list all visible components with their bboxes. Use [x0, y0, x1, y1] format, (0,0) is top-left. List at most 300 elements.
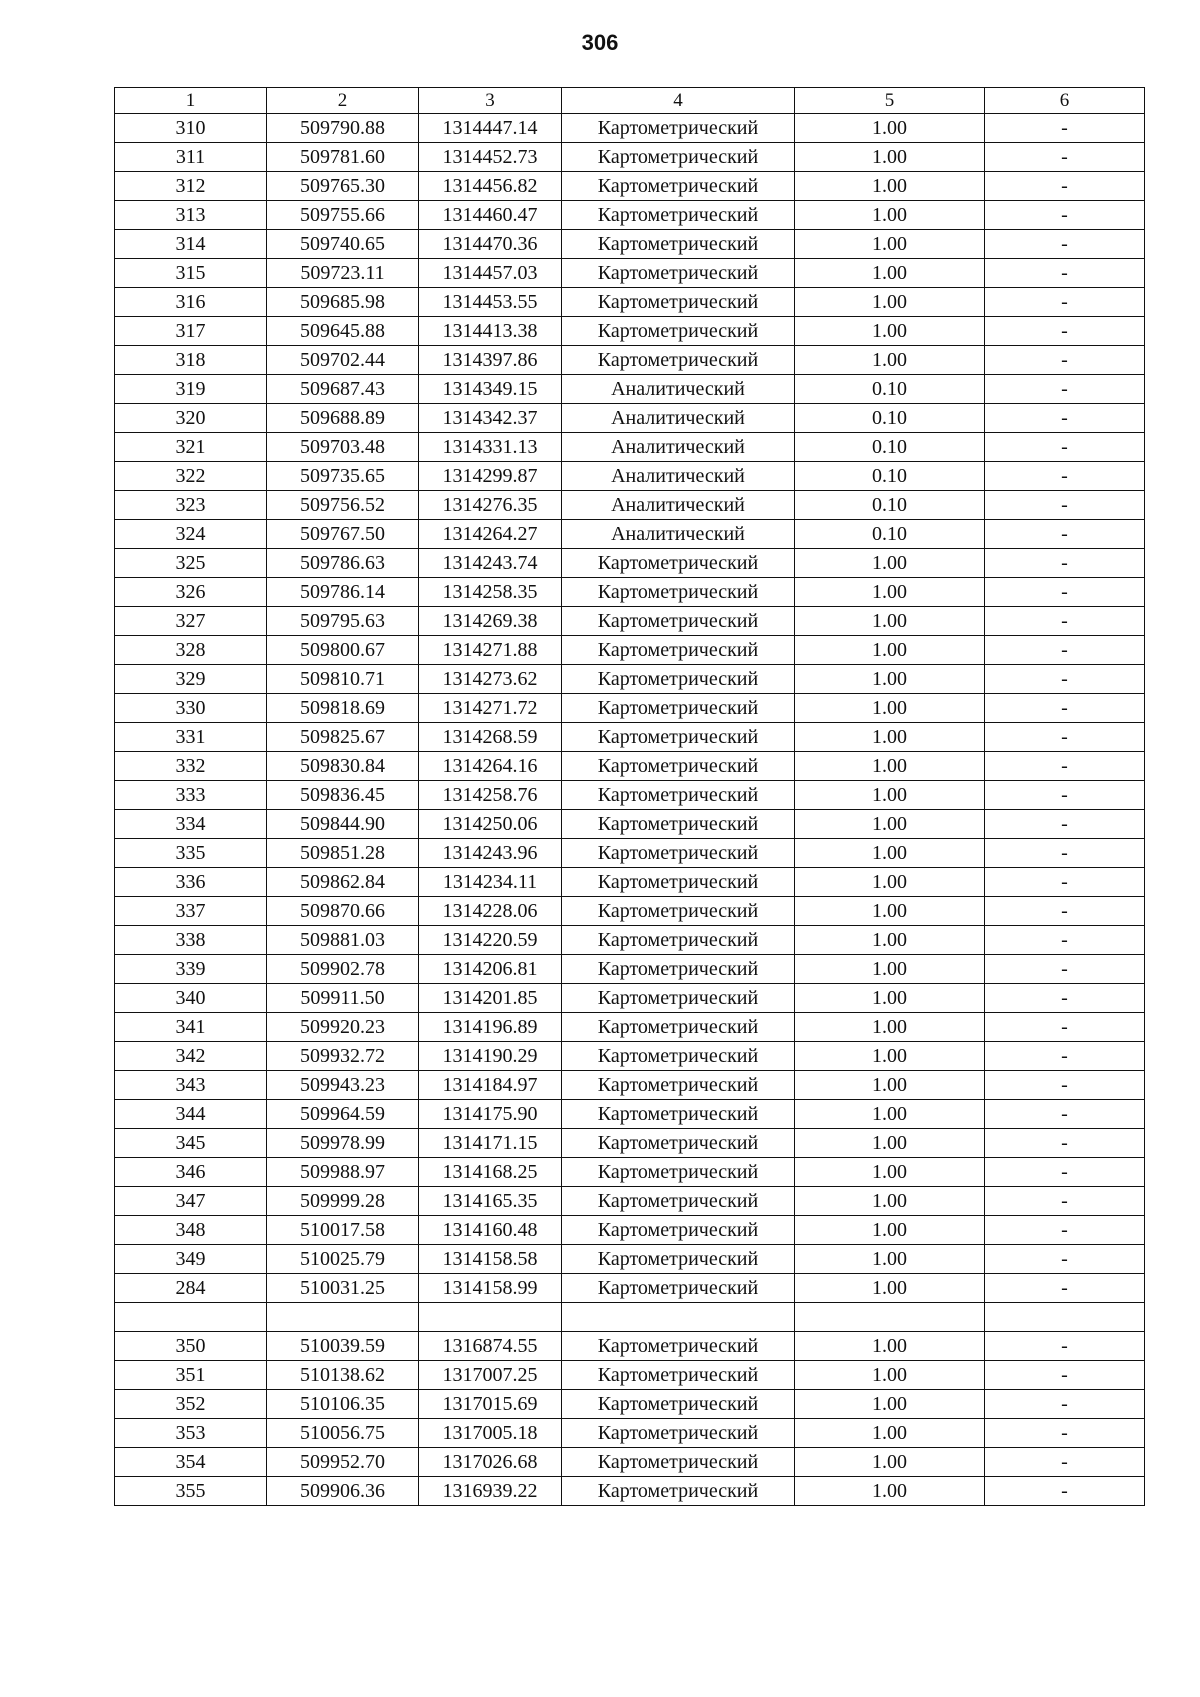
table-row [115, 375, 1145, 404]
table-row [115, 926, 1145, 955]
cell-coord-y: 1314457.03 [419, 259, 562, 288]
cell-note: - [985, 1245, 1145, 1274]
cell-coord-x: 509723.11 [267, 259, 419, 288]
table-row [115, 1390, 1145, 1419]
cell-coord-y: 1314258.76 [419, 781, 562, 810]
cell-note: - [985, 1361, 1145, 1390]
cell-accuracy: 1.00 [795, 839, 985, 868]
cell-note: - [985, 1332, 1145, 1361]
cell-coord-y: 1314201.85 [419, 984, 562, 1013]
cell-method [562, 1303, 795, 1332]
cell-coord-y: 1314264.27 [419, 520, 562, 549]
cell-method: Картометрический [562, 230, 795, 259]
table-row [115, 636, 1145, 665]
cell-accuracy: 1.00 [795, 114, 985, 143]
table-row [115, 1100, 1145, 1129]
cell-coord-x: 509851.28 [267, 839, 419, 868]
cell-coord-y: 1314413.38 [419, 317, 562, 346]
cell-method: Аналитический [562, 404, 795, 433]
cell-note: - [985, 1187, 1145, 1216]
cell-method: Картометрический [562, 1013, 795, 1042]
cell-note: - [985, 404, 1145, 433]
table-row [115, 1477, 1145, 1506]
cell-accuracy: 1.00 [795, 346, 985, 375]
cell-note: - [985, 1216, 1145, 1245]
cell-accuracy: 1.00 [795, 636, 985, 665]
cell-method: Картометрический [562, 1042, 795, 1071]
header-cell-1: 1 [115, 88, 267, 114]
cell-point-number: 349 [115, 1245, 267, 1274]
cell-note: - [985, 955, 1145, 984]
cell-coord-y: 1314299.87 [419, 462, 562, 491]
cell-accuracy: 1.00 [795, 259, 985, 288]
cell-coord-x: 509862.84 [267, 868, 419, 897]
cell-coord-x: 509943.23 [267, 1071, 419, 1100]
cell-point-number: 335 [115, 839, 267, 868]
table-row [115, 433, 1145, 462]
cell-note: - [985, 143, 1145, 172]
cell-note: - [985, 433, 1145, 462]
cell-coord-x: 509687.43 [267, 375, 419, 404]
cell-point-number: 328 [115, 636, 267, 665]
cell-coord-y: 1314158.58 [419, 1245, 562, 1274]
cell-method: Картометрический [562, 839, 795, 868]
header-row [115, 88, 1145, 114]
table-row [115, 694, 1145, 723]
cell-coord-x: 509830.84 [267, 752, 419, 781]
cell-accuracy: 1.00 [795, 1361, 985, 1390]
cell-point-number: 342 [115, 1042, 267, 1071]
cell-method: Картометрический [562, 607, 795, 636]
cell-method: Картометрический [562, 1419, 795, 1448]
cell-note: - [985, 520, 1145, 549]
cell-point-number: 312 [115, 172, 267, 201]
cell-accuracy: 1.00 [795, 781, 985, 810]
header-cell-4: 4 [562, 88, 795, 114]
cell-coord-x: 510039.59 [267, 1332, 419, 1361]
table-row [115, 317, 1145, 346]
cell-method: Картометрический [562, 143, 795, 172]
cell-coord-x: 510017.58 [267, 1216, 419, 1245]
cell-method: Картометрический [562, 259, 795, 288]
table-row [115, 1303, 1145, 1332]
cell-point-number: 327 [115, 607, 267, 636]
cell-method: Картометрический [562, 723, 795, 752]
cell-accuracy: 0.10 [795, 520, 985, 549]
cell-accuracy: 1.00 [795, 752, 985, 781]
cell-accuracy: 1.00 [795, 288, 985, 317]
cell-coord-x: 509988.97 [267, 1158, 419, 1187]
cell-accuracy: 1.00 [795, 1216, 985, 1245]
cell-point-number: 344 [115, 1100, 267, 1129]
cell-accuracy: 1.00 [795, 897, 985, 926]
cell-point-number: 284 [115, 1274, 267, 1303]
cell-note: - [985, 346, 1145, 375]
cell-note: - [985, 723, 1145, 752]
cell-point-number: 317 [115, 317, 267, 346]
cell-coord-y: 1314158.99 [419, 1274, 562, 1303]
cell-method: Картометрический [562, 955, 795, 984]
cell-method: Аналитический [562, 433, 795, 462]
cell-point-number: 321 [115, 433, 267, 462]
cell-point-number: 319 [115, 375, 267, 404]
cell-coord-x: 509932.72 [267, 1042, 419, 1071]
cell-accuracy: 0.10 [795, 433, 985, 462]
cell-note [985, 1303, 1145, 1332]
cell-coord-y: 1314196.89 [419, 1013, 562, 1042]
cell-coord-y: 1314269.38 [419, 607, 562, 636]
cell-coord-x: 509767.50 [267, 520, 419, 549]
cell-coord-x: 509765.30 [267, 172, 419, 201]
table-row [115, 1332, 1145, 1361]
cell-note: - [985, 259, 1145, 288]
cell-coord-y: 1314168.25 [419, 1158, 562, 1187]
cell-point-number: 345 [115, 1129, 267, 1158]
cell-accuracy: 1.00 [795, 1245, 985, 1274]
cell-method: Картометрический [562, 1158, 795, 1187]
table-row [115, 520, 1145, 549]
cell-coord-x: 509786.63 [267, 549, 419, 578]
table-body [115, 114, 1145, 1506]
cell-coord-x: 509755.66 [267, 201, 419, 230]
cell-coord-y: 1314271.72 [419, 694, 562, 723]
cell-note: - [985, 114, 1145, 143]
cell-note: - [985, 1129, 1145, 1158]
cell-coord-y: 1314243.96 [419, 839, 562, 868]
cell-accuracy: 1.00 [795, 1477, 985, 1506]
cell-accuracy: 1.00 [795, 1013, 985, 1042]
cell-accuracy: 0.10 [795, 462, 985, 491]
cell-note: - [985, 288, 1145, 317]
table-row [115, 1361, 1145, 1390]
cell-coord-y: 1314220.59 [419, 926, 562, 955]
cell-coord-x: 509800.67 [267, 636, 419, 665]
cell-accuracy: 1.00 [795, 1071, 985, 1100]
cell-accuracy: 1.00 [795, 810, 985, 839]
cell-coord-y: 1314273.62 [419, 665, 562, 694]
table-row [115, 114, 1145, 143]
header-cell-3: 3 [419, 88, 562, 114]
cell-accuracy: 0.10 [795, 375, 985, 404]
cell-point-number: 318 [115, 346, 267, 375]
table-row [115, 665, 1145, 694]
cell-coord-x: 509920.23 [267, 1013, 419, 1042]
cell-accuracy: 1.00 [795, 578, 985, 607]
cell-accuracy: 1.00 [795, 201, 985, 230]
cell-coord-y: 1314264.16 [419, 752, 562, 781]
cell-note: - [985, 1100, 1145, 1129]
cell-coord-y: 1314228.06 [419, 897, 562, 926]
cell-method: Картометрический [562, 1100, 795, 1129]
cell-note: - [985, 230, 1145, 259]
cell-point-number: 314 [115, 230, 267, 259]
cell-point-number: 336 [115, 868, 267, 897]
cell-method: Картометрический [562, 172, 795, 201]
cell-coord-x: 510025.79 [267, 1245, 419, 1274]
cell-accuracy: 0.10 [795, 491, 985, 520]
cell-point-number: 348 [115, 1216, 267, 1245]
cell-note: - [985, 926, 1145, 955]
cell-note: - [985, 752, 1145, 781]
cell-coord-x: 509685.98 [267, 288, 419, 317]
cell-method: Аналитический [562, 462, 795, 491]
table-row [115, 578, 1145, 607]
coordinates-table [114, 87, 1145, 1506]
cell-point-number: 334 [115, 810, 267, 839]
cell-coord-y: 1314268.59 [419, 723, 562, 752]
cell-coord-y: 1314452.73 [419, 143, 562, 172]
cell-coord-x: 510056.75 [267, 1419, 419, 1448]
cell-point-number: 341 [115, 1013, 267, 1042]
cell-coord-x: 509795.63 [267, 607, 419, 636]
table-row [115, 868, 1145, 897]
cell-note: - [985, 1477, 1145, 1506]
table-row [115, 230, 1145, 259]
cell-coord-y: 1317026.68 [419, 1448, 562, 1477]
cell-coord-y: 1314250.06 [419, 810, 562, 839]
cell-point-number: 347 [115, 1187, 267, 1216]
cell-accuracy: 1.00 [795, 172, 985, 201]
cell-coord-x: 509902.78 [267, 955, 419, 984]
cell-point-number: 331 [115, 723, 267, 752]
cell-accuracy: 1.00 [795, 549, 985, 578]
cell-coord-x: 509870.66 [267, 897, 419, 926]
cell-coord-x: 509836.45 [267, 781, 419, 810]
cell-accuracy: 1.00 [795, 723, 985, 752]
cell-note: - [985, 1013, 1145, 1042]
cell-coord-x: 509844.90 [267, 810, 419, 839]
cell-note: - [985, 839, 1145, 868]
table-row [115, 1187, 1145, 1216]
cell-note: - [985, 201, 1145, 230]
cell-method: Картометрический [562, 665, 795, 694]
cell-coord-y: 1314470.36 [419, 230, 562, 259]
cell-note: - [985, 984, 1145, 1013]
cell-point-number: 350 [115, 1332, 267, 1361]
cell-method: Картометрический [562, 926, 795, 955]
cell-point-number: 323 [115, 491, 267, 520]
cell-note: - [985, 491, 1145, 520]
table-row [115, 839, 1145, 868]
cell-method: Картометрический [562, 1245, 795, 1274]
cell-coord-x: 509911.50 [267, 984, 419, 1013]
table-row [115, 897, 1145, 926]
table-header [115, 88, 1145, 114]
cell-accuracy [795, 1303, 985, 1332]
table-row [115, 1071, 1145, 1100]
cell-coord-y: 1314258.35 [419, 578, 562, 607]
cell-note: - [985, 810, 1145, 839]
cell-coord-x: 509881.03 [267, 926, 419, 955]
cell-coord-x: 509906.36 [267, 1477, 419, 1506]
cell-point-number: 340 [115, 984, 267, 1013]
cell-method: Картометрический [562, 636, 795, 665]
cell-coord-x: 509703.48 [267, 433, 419, 462]
cell-method: Картометрический [562, 549, 795, 578]
cell-accuracy: 1.00 [795, 1390, 985, 1419]
table-row [115, 172, 1145, 201]
cell-method: Картометрический [562, 1274, 795, 1303]
cell-method: Картометрический [562, 897, 795, 926]
cell-point-number: 325 [115, 549, 267, 578]
cell-note: - [985, 781, 1145, 810]
cell-coord-x: 509978.99 [267, 1129, 419, 1158]
table-row [115, 346, 1145, 375]
cell-note: - [985, 665, 1145, 694]
cell-note: - [985, 1419, 1145, 1448]
cell-accuracy: 0.10 [795, 404, 985, 433]
cell-coord-x: 509790.88 [267, 114, 419, 143]
cell-note: - [985, 897, 1145, 926]
cell-coord-y: 1314175.90 [419, 1100, 562, 1129]
cell-point-number: 346 [115, 1158, 267, 1187]
cell-note: - [985, 462, 1145, 491]
cell-method: Картометрический [562, 1129, 795, 1158]
cell-method: Аналитический [562, 520, 795, 549]
table-row [115, 1245, 1145, 1274]
header-cell-6: 6 [985, 88, 1145, 114]
cell-coord-y: 1314165.35 [419, 1187, 562, 1216]
cell-note: - [985, 1274, 1145, 1303]
cell-point-number: 333 [115, 781, 267, 810]
table-row [115, 1013, 1145, 1042]
cell-coord-y: 1314453.55 [419, 288, 562, 317]
cell-coord-y: 1317005.18 [419, 1419, 562, 1448]
cell-note: - [985, 607, 1145, 636]
cell-coord-x: 510138.62 [267, 1361, 419, 1390]
cell-accuracy: 1.00 [795, 1187, 985, 1216]
cell-coord-y: 1314342.37 [419, 404, 562, 433]
table-row [115, 288, 1145, 317]
cell-coord-x: 509702.44 [267, 346, 419, 375]
cell-coord-x: 509740.65 [267, 230, 419, 259]
cell-method: Картометрический [562, 1477, 795, 1506]
cell-coord-x: 509688.89 [267, 404, 419, 433]
cell-note: - [985, 549, 1145, 578]
table-row [115, 1216, 1145, 1245]
cell-accuracy: 1.00 [795, 1100, 985, 1129]
cell-coord-y: 1314234.11 [419, 868, 562, 897]
cell-coord-y: 1317007.25 [419, 1361, 562, 1390]
cell-method: Картометрический [562, 752, 795, 781]
cell-method: Картометрический [562, 781, 795, 810]
cell-accuracy: 1.00 [795, 1332, 985, 1361]
cell-method: Картометрический [562, 317, 795, 346]
cell-accuracy: 1.00 [795, 1448, 985, 1477]
cell-point-number: 310 [115, 114, 267, 143]
cell-coord-y [419, 1303, 562, 1332]
table-row [115, 462, 1145, 491]
cell-point-number: 355 [115, 1477, 267, 1506]
page-number: 306 [581, 30, 619, 55]
table-row [115, 984, 1145, 1013]
cell-method: Картометрический [562, 288, 795, 317]
cell-point-number: 324 [115, 520, 267, 549]
cell-coord-x: 509964.59 [267, 1100, 419, 1129]
table-row [115, 810, 1145, 839]
cell-coord-x: 509825.67 [267, 723, 419, 752]
cell-coord-x: 509735.65 [267, 462, 419, 491]
cell-coord-x: 510031.25 [267, 1274, 419, 1303]
cell-method: Картометрический [562, 868, 795, 897]
cell-coord-y: 1317015.69 [419, 1390, 562, 1419]
cell-coord-y: 1314171.15 [419, 1129, 562, 1158]
cell-point-number: 329 [115, 665, 267, 694]
table-row [115, 404, 1145, 433]
cell-point-number: 343 [115, 1071, 267, 1100]
table-row [115, 1158, 1145, 1187]
cell-coord-x: 509756.52 [267, 491, 419, 520]
cell-accuracy: 1.00 [795, 694, 985, 723]
table-row [115, 1274, 1145, 1303]
cell-accuracy: 1.00 [795, 926, 985, 955]
cell-point-number: 338 [115, 926, 267, 955]
cell-point-number: 311 [115, 143, 267, 172]
cell-coord-x: 509818.69 [267, 694, 419, 723]
cell-accuracy: 1.00 [795, 665, 985, 694]
cell-coord-x [267, 1303, 419, 1332]
cell-note: - [985, 636, 1145, 665]
cell-method: Картометрический [562, 1216, 795, 1245]
cell-coord-y: 1314276.35 [419, 491, 562, 520]
cell-point-number: 330 [115, 694, 267, 723]
table-row [115, 1448, 1145, 1477]
cell-point-number: 353 [115, 1419, 267, 1448]
cell-note: - [985, 694, 1145, 723]
cell-coord-y: 1314331.13 [419, 433, 562, 462]
cell-point-number [115, 1303, 267, 1332]
cell-coord-y: 1314184.97 [419, 1071, 562, 1100]
cell-coord-y: 1314447.14 [419, 114, 562, 143]
table-row [115, 1042, 1145, 1071]
header-cell-2: 2 [267, 88, 419, 114]
cell-method: Картометрический [562, 984, 795, 1013]
cell-method: Картометрический [562, 346, 795, 375]
cell-accuracy: 1.00 [795, 1042, 985, 1071]
cell-note: - [985, 868, 1145, 897]
cell-point-number: 351 [115, 1361, 267, 1390]
cell-accuracy: 1.00 [795, 955, 985, 984]
cell-point-number: 322 [115, 462, 267, 491]
cell-note: - [985, 1071, 1145, 1100]
cell-accuracy: 1.00 [795, 1274, 985, 1303]
cell-point-number: 354 [115, 1448, 267, 1477]
cell-method: Картометрический [562, 694, 795, 723]
cell-coord-x: 509999.28 [267, 1187, 419, 1216]
cell-method: Картометрический [562, 1448, 795, 1477]
cell-note: - [985, 1448, 1145, 1477]
cell-note: - [985, 1390, 1145, 1419]
cell-point-number: 313 [115, 201, 267, 230]
cell-note: - [985, 578, 1145, 607]
cell-accuracy: 1.00 [795, 230, 985, 259]
cell-method: Картометрический [562, 1361, 795, 1390]
table-row [115, 955, 1145, 984]
table-row [115, 607, 1145, 636]
table-row [115, 259, 1145, 288]
table-row [115, 143, 1145, 172]
cell-coord-y: 1316874.55 [419, 1332, 562, 1361]
cell-accuracy: 1.00 [795, 1158, 985, 1187]
cell-coord-y: 1314190.29 [419, 1042, 562, 1071]
cell-method: Картометрический [562, 1332, 795, 1361]
cell-coord-x: 509645.88 [267, 317, 419, 346]
cell-point-number: 337 [115, 897, 267, 926]
cell-point-number: 332 [115, 752, 267, 781]
cell-coord-y: 1314206.81 [419, 955, 562, 984]
cell-accuracy: 1.00 [795, 984, 985, 1013]
table-row [115, 781, 1145, 810]
